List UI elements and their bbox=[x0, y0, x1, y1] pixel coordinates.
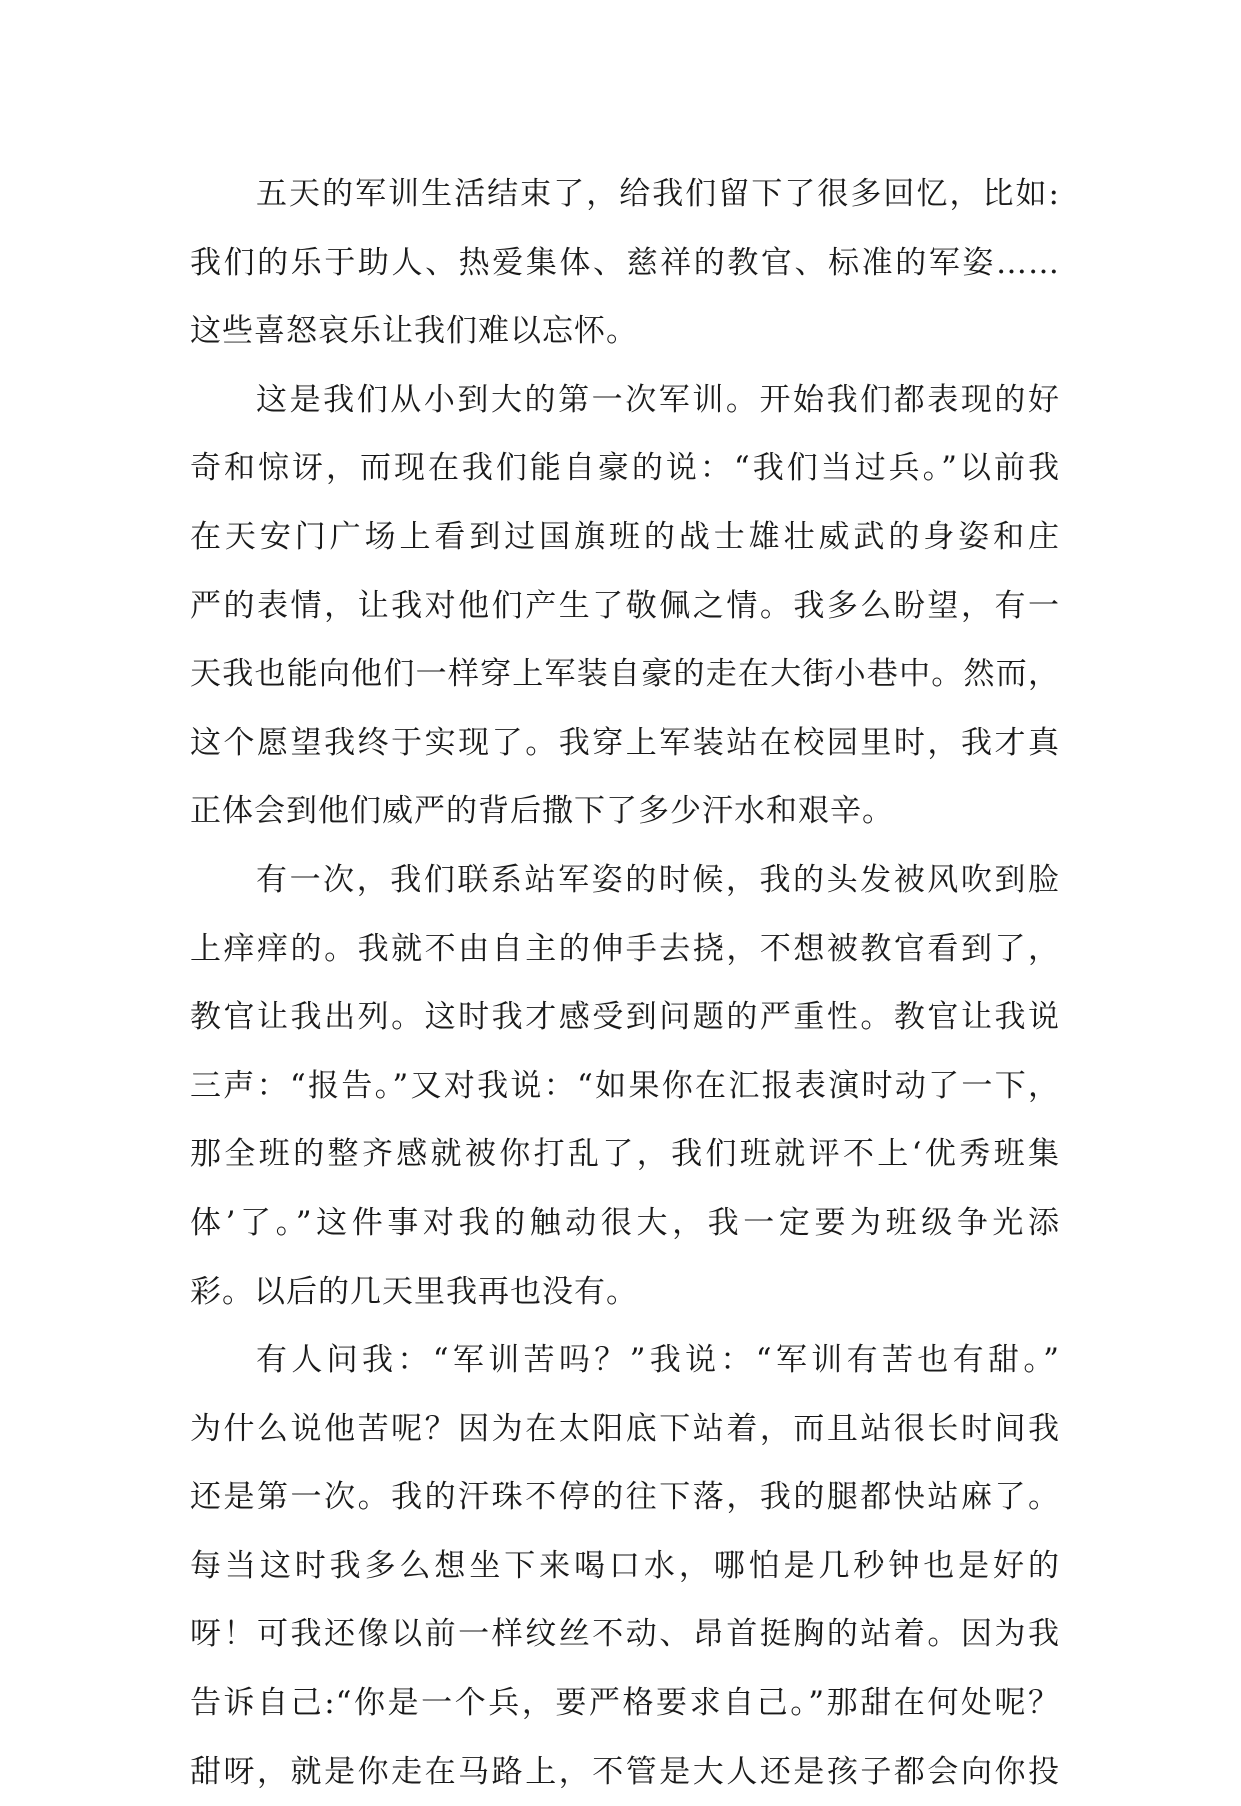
paragraph bbox=[190, 160, 1060, 366]
text-line: 严的表情，让我对他们产生了敬佩之情。我多么盼望，有一 bbox=[190, 587, 1060, 624]
paragraph bbox=[190, 1326, 1060, 1806]
text-line: 这个愿望我终于实现了。我穿上军装站在校园里时，我才真 bbox=[190, 724, 1060, 761]
text-line: 上痒痒的。我就不由自主的伸手去挠，不想被教官看到了， bbox=[190, 930, 1060, 967]
text-line: 天我也能向他们一样穿上军装自豪的走在大街小巷中。然而， bbox=[190, 656, 1060, 693]
text-line: 我们的乐于助人、热爱集体、慈祥的教官、标准的军姿…… bbox=[190, 244, 1060, 281]
text-line: 呀！可我还像以前一样纹丝不动、昂首挺胸的站着。因为我 bbox=[190, 1616, 1060, 1653]
text-line: 这些喜怒哀乐让我们难以忘怀。 bbox=[190, 313, 638, 350]
paragraph bbox=[190, 366, 1060, 846]
text-line: 为什么说他苦呢？因为在太阳底下站着，而且站很长时间我 bbox=[190, 1410, 1060, 1447]
paragraph bbox=[190, 846, 1060, 1326]
text-line: 奇和惊讶，而现在我们能自豪的说：“我们当过兵。”以前我 bbox=[190, 450, 1060, 487]
text-line: 彩。以后的几天里我再也没有。 bbox=[190, 1273, 638, 1310]
text-line: 有一次，我们联系站军姿的时候，我的头发被风吹到脸 bbox=[256, 861, 1060, 898]
text-line: 那全班的整齐感就被你打乱了，我们班就评不上‘优秀班集 bbox=[190, 1136, 1060, 1173]
body-text bbox=[190, 160, 1060, 1806]
text-line: 教官让我出列。这时我才感受到问题的严重性。教官让我说 bbox=[190, 999, 1060, 1036]
text-line: 正体会到他们威严的背后撒下了多少汗水和艰辛。 bbox=[190, 793, 894, 830]
text-line: 有人问我：“军训苦吗？”我说：“军训有苦也有甜。” bbox=[256, 1342, 1060, 1379]
text-line: 在天安门广场上看到过国旗班的战士雄壮威武的身姿和庄 bbox=[190, 518, 1060, 555]
text-line: 告诉自己:“你是一个兵，要严格要求自己。”那甜在何处呢？ bbox=[190, 1685, 1060, 1722]
text-line: 每当这时我多么想坐下来喝口水，哪怕是几秒钟也是好的 bbox=[190, 1547, 1060, 1584]
text-line: 三声：“报告。”又对我说：“如果你在汇报表演时动了一下， bbox=[190, 1067, 1060, 1104]
text-line: 这是我们从小到大的第一次军训。开始我们都表现的好 bbox=[256, 381, 1060, 418]
text-line: 体’了。”这件事对我的触动很大，我一定要为班级争光添 bbox=[190, 1204, 1060, 1241]
text-line: 甜呀，就是你走在马路上，不管是大人还是孩子都会向你投 bbox=[190, 1753, 1060, 1790]
text-line: 还是第一次。我的汗珠不停的往下落，我的腿都快站麻了。 bbox=[190, 1479, 1060, 1516]
text-line: 五天的军训生活结束了，给我们留下了很多回忆，比如: bbox=[256, 176, 1060, 212]
